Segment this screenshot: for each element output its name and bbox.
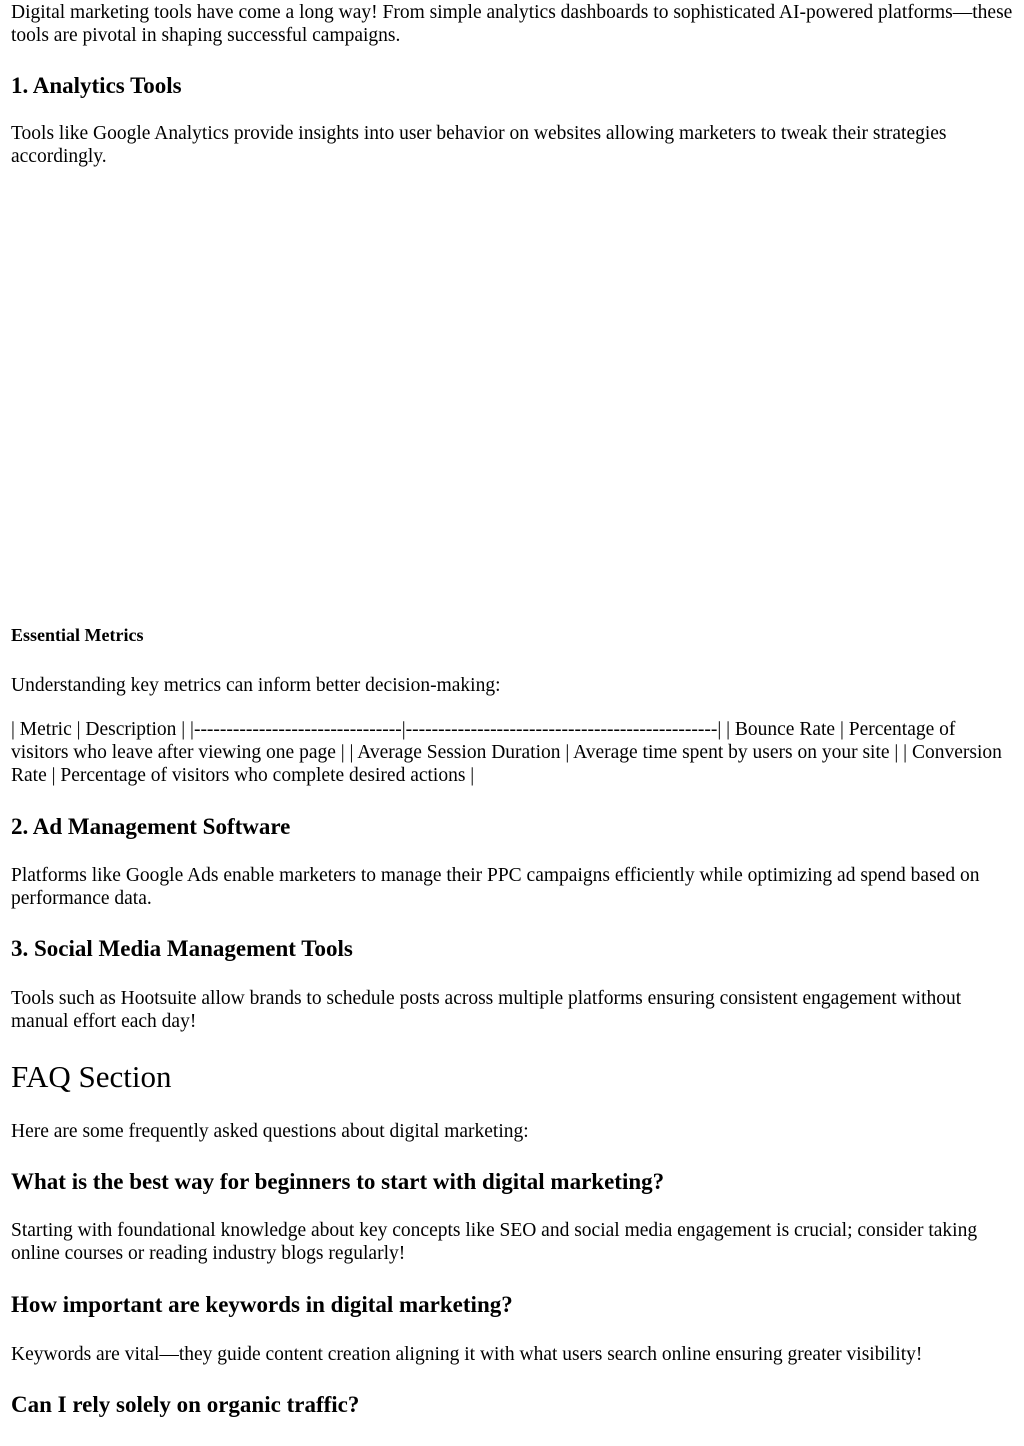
ad-management-heading: 2. Ad Management Software [11,814,291,839]
faq-answer: Keywords are vital—they guide content creation aligning it with what users search online ensuring greater visibility! [11,1344,923,1365]
social-media-tools-paragraph: Tools such as Hootsuite allow brands to schedule posts across multiple platforms ensuring consistent engagement without manual effort each day! [11,988,962,1032]
blank-image-area [11,183,1011,613]
essential-metrics-intro: Understanding key metrics can inform better decision-making: [11,675,501,696]
essential-metrics-heading: Essential Metrics [11,625,144,645]
faq-question: Can I rely solely on organic traffic? [11,1392,360,1417]
faq-answer: Starting with foundational knowledge about key concepts like SEO and social media engagement is crucial; consider taking online courses or reading industry blogs regularly! [11,1220,978,1264]
intro-paragraph: Digital marketing tools have come a long way! From simple analytics dashboards to sophisticated AI-powered platforms—these tools are pivotal in shaping successful campaigns. [11,2,1013,46]
metrics-table-text: | Metric | Description | |--------------------------------|------------------------------------------------| | Bounce Rate | Percentage of visitors who leave after viewing one page | | Average Session Duration | Average time spent by users on your site | | Conversion Rate | Percentage of visitors who complete desired actions | [11,719,1002,786]
faq-section-heading: FAQ Section [11,1059,172,1094]
analytics-tools-paragraph: Tools like Google Analytics provide insights into user behavior on websites allowing marketers to tweak their strategies accordingly. [11,123,947,167]
faq-question: What is the best way for beginners to start with digital marketing? [11,1169,665,1194]
analytics-tools-heading: 1. Analytics Tools [11,73,182,98]
faq-question: How important are keywords in digital marketing? [11,1292,513,1317]
ad-management-paragraph: Platforms like Google Ads enable marketers to manage their PPC campaigns efficiently while optimizing ad spend based on performance data. [11,865,980,909]
faq-intro-paragraph: Here are some frequently asked questions about digital marketing: [11,1121,529,1142]
social-media-tools-heading: 3. Social Media Management Tools [11,936,353,961]
